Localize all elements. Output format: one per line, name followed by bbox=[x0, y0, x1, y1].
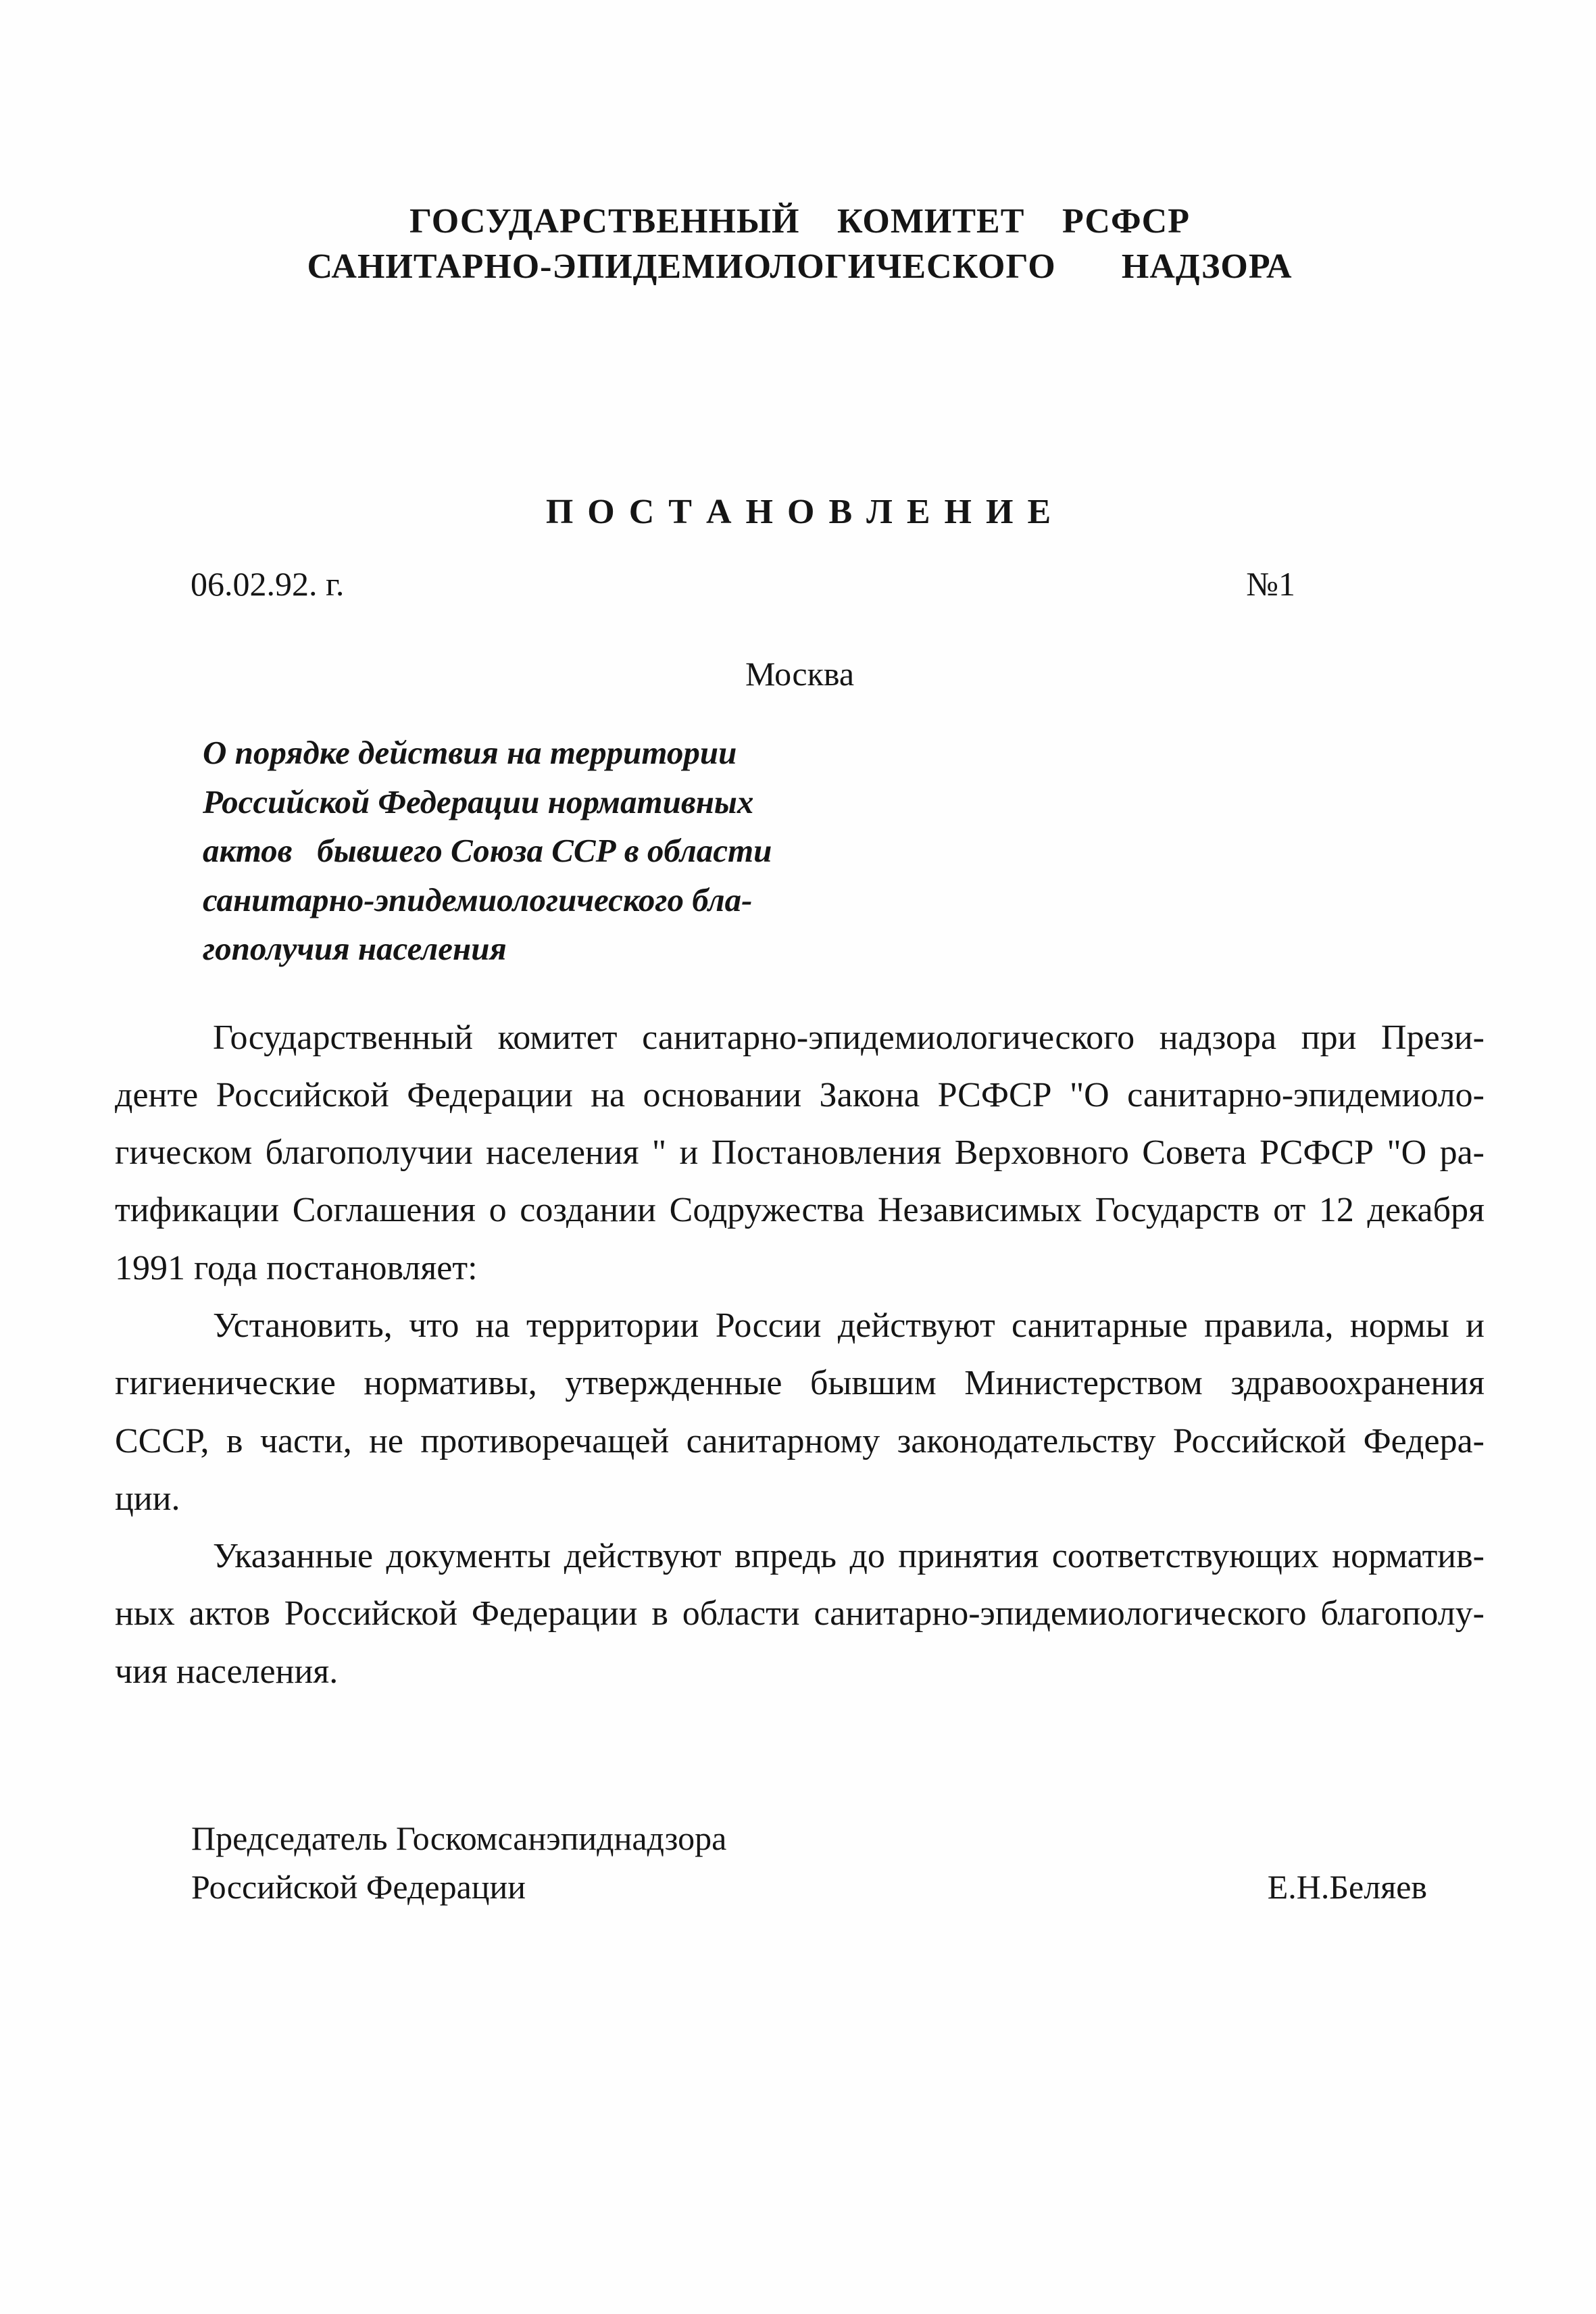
city-label: Москва bbox=[745, 655, 855, 693]
paragraph-line: чия населения. bbox=[115, 1652, 339, 1691]
letterhead-line-2: САНИТАРНО-ЭПИДЕМИОЛОГИЧЕСКОГО НАДЗОРА bbox=[307, 247, 1293, 286]
paragraph-line: тификации Соглашения о создании Содружества Независимых Государств от 12 декабря bbox=[115, 1191, 1485, 1230]
paragraph-line: гическом благополучии населения " и Постановления Верховного Совета РСФСР "О ра- bbox=[115, 1133, 1485, 1173]
signature-position-line-2: Российской Федерации bbox=[191, 1868, 526, 1906]
document-title: П О С Т А Н О В Л Е Н И Е bbox=[545, 493, 1054, 532]
paragraph bbox=[115, 1297, 1485, 1527]
document-date: 06.02.92. г. bbox=[191, 565, 345, 604]
subject-line: санитарно-эпидемиологического бла- bbox=[203, 881, 753, 918]
paragraph-line: гигиенические нормативы, утвержденные бывшим Министерством здравоохранения bbox=[115, 1364, 1485, 1403]
subject-line: актов бывшего Союза ССР в области bbox=[203, 832, 772, 870]
paragraph-line: Государственный комитет санитарно-эпидемиологического надзора при Прези- bbox=[213, 1018, 1485, 1057]
signature-name: Е.Н.Беляев bbox=[1267, 1868, 1427, 1906]
paragraph-line: Указанные документы действуют впредь до принятия соответствующих норматив- bbox=[213, 1537, 1485, 1576]
subject-line: Российской Федерации нормативных bbox=[203, 783, 754, 820]
paragraph-line: ции. bbox=[115, 1479, 180, 1518]
subject-block bbox=[203, 729, 1485, 974]
paragraph-line: 1991 года постановляет: bbox=[115, 1248, 478, 1287]
date-number-row bbox=[115, 564, 1485, 604]
document-body bbox=[115, 1009, 1485, 1700]
signature-block bbox=[115, 1814, 1485, 1912]
paragraph bbox=[115, 1009, 1485, 1297]
letterhead bbox=[115, 199, 1485, 289]
paragraph-line: СССР, в части, не противоречащей санитарному законодательству Российской Федера- bbox=[115, 1421, 1485, 1460]
document-number: №1 bbox=[1246, 565, 1295, 604]
signature-position bbox=[115, 1814, 726, 1912]
subject-line: О порядке действия на территории bbox=[203, 734, 737, 772]
paragraph-line: ных актов Российской Федерации в области санитарно-эпидемиологического благополу- bbox=[115, 1594, 1485, 1633]
paragraph bbox=[115, 1527, 1485, 1700]
paragraph-line: Установить, что на территории России действуют санитарные правила, нормы и bbox=[213, 1306, 1485, 1345]
letterhead-line-1: ГОСУДАРСТВЕННЫЙ КОМИТЕТ РСФСР bbox=[409, 202, 1190, 241]
signature-position-line-1: Председатель Госкомсанэпиднадзора bbox=[191, 1819, 727, 1857]
subject-line: гополучия населения bbox=[203, 930, 507, 968]
paragraph-line: денте Российской Федерации на основании Закона РСФСР "О санитарно-эпидемиоло- bbox=[115, 1075, 1485, 1114]
